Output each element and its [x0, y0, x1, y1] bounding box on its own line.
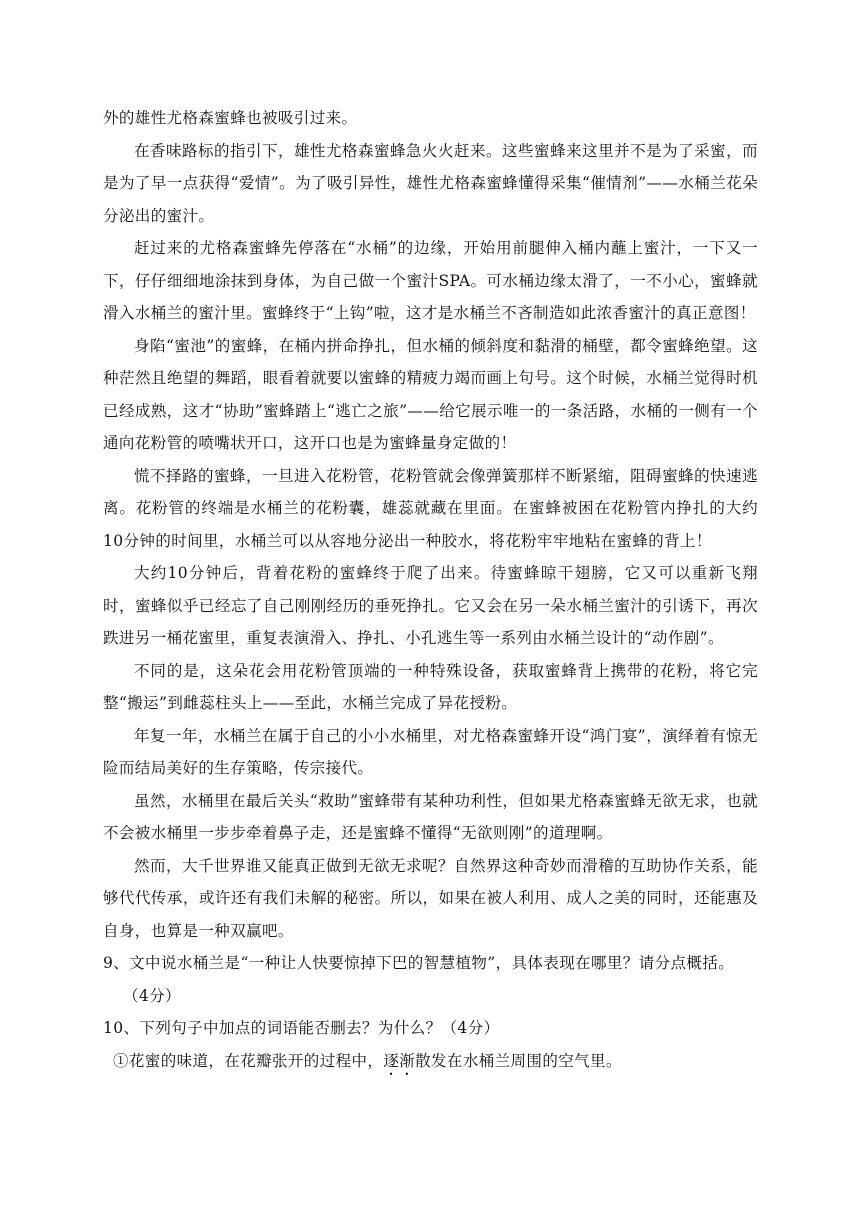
- paragraph-continuation: 外的雄性尤格森蜜蜂也被吸引过来。: [103, 109, 358, 127]
- item-text-before: ①花蜜的味道，在花瓣张开的过程中，: [113, 1051, 384, 1070]
- dotted-word: 逐渐: [383, 1051, 416, 1070]
- question-9: 9、文中说水桶兰是“一种让人快要惊掉下巴的智慧植物”，具体表现在哪里？请分点概括。: [103, 954, 735, 972]
- paragraph: 身陷“蜜池”的蜜蜂，在桶内拼命挣扎，但水桶的倾斜度和黏滑的桶壁，都令蜜蜂绝望。这种茫然且绝望的舞蹈，眼看着就要以蜜蜂的精疲力竭而画上句号。这个时候，水桶兰觉得时机已经成熟，这才“协助”蜜蜂踏上“逃亡之旅”——给它展示唯一的一条活路，水桶的一侧有一个通向花粉管的喷嘴状开口，这开口也是为蜜蜂量身定做的！: [103, 336, 758, 452]
- item-text-after: 散发在水桶兰周围的空气里。: [415, 1051, 622, 1070]
- paragraph: 慌不择路的蜜蜂，一旦进入花粉管，花粉管就会像弹簧那样不断紧缩，阻碍蜜蜂的快速逃离。花粉管的终端是水桶兰的花粉囊，雄蕊就藏在里面。在蜜蜂被困在花粉管内挣扎的大约10分钟的时间里，水桶兰可以从容地分泌出一种胶水，将花粉牢牢地粘在蜜蜂的背上！: [103, 466, 758, 550]
- paragraph: 大约10分钟后，背着花粉的蜜蜂终于爬了出来。待蜜蜂晾干翅膀，它又可以重新飞翔时，蜜蜂似乎已经忘了自己刚刚经历的垂死挣扎。它又会在另一朵水桶兰蜜汁的引诱下，再次跌进另一桶花蜜里，重复表演滑入、挣扎、小孔逃生等一系列由水桶兰设计的“动作剧”。: [103, 564, 758, 647]
- paragraph: 赶过来的尤格森蜜蜂先停落在“水桶”的边缘，开始用前腿伸入桶内蘸上蜜汁，一下又一下，仔仔细细地涂抹到身体，为自己做一个蜜汁SPA。可水桶边缘太滑了，一不小心，蜜蜂就滑入水桶兰的蜜汁里。蜜蜂终于“上钩”啦，这才是水桶兰不吝制造如此浓香蜜汁的真正意图！: [103, 239, 758, 322]
- paragraph: 不同的是，这朵花会用花粉管顶端的一种特殊设备，获取蜜蜂背上携带的花粉，将它完整“搬运”到雌蕊柱头上——至此，水桶兰完成了异花授粉。: [103, 661, 758, 712]
- paragraph: 在香味路标的指引下，雄性尤格森蜜蜂急火火赶来。这些蜜蜂来这里并不是为了采蜜，而是为了早一点获得“爱情”。为了吸引异性，雄性尤格森蜜蜂懂得采集“催情剂”——水桶兰花朵分泌出的蜜汁。: [103, 141, 758, 225]
- question-9-score: （4分）: [123, 986, 181, 1005]
- article-body: [103, 102, 758, 1079]
- question-10-item-1: [103, 1045, 758, 1079]
- paragraph: 然而，大千世界谁又能真正做到无欲无求呢？自然界这种奇妙而滑稽的互助协作关系，能够代代传承，或许还有我们未解的秘密。所以，如果在被人利用、成人之美的同时，还能惠及自身，也算是一种双赢吧。: [103, 856, 758, 940]
- paragraph: 虽然，水桶里在最后关头“救助”蜜蜂带有某种功利性，但如果尤格森蜜蜂无欲无求，也就不会被水桶里一步步牵着鼻子走，还是蜜蜂不懂得“无欲则刚”的道理啊。: [103, 791, 758, 842]
- paragraph: 年复一年，水桶兰在属于自己的小小水桶里，对尤格森蜜蜂开设“鸿门宴”，演绎着有惊无险而结局美好的生存策略，传宗接代。: [103, 726, 758, 777]
- question-10: 10、下列句子中加点的词语能否删去？为什么？（4分）: [103, 1019, 500, 1037]
